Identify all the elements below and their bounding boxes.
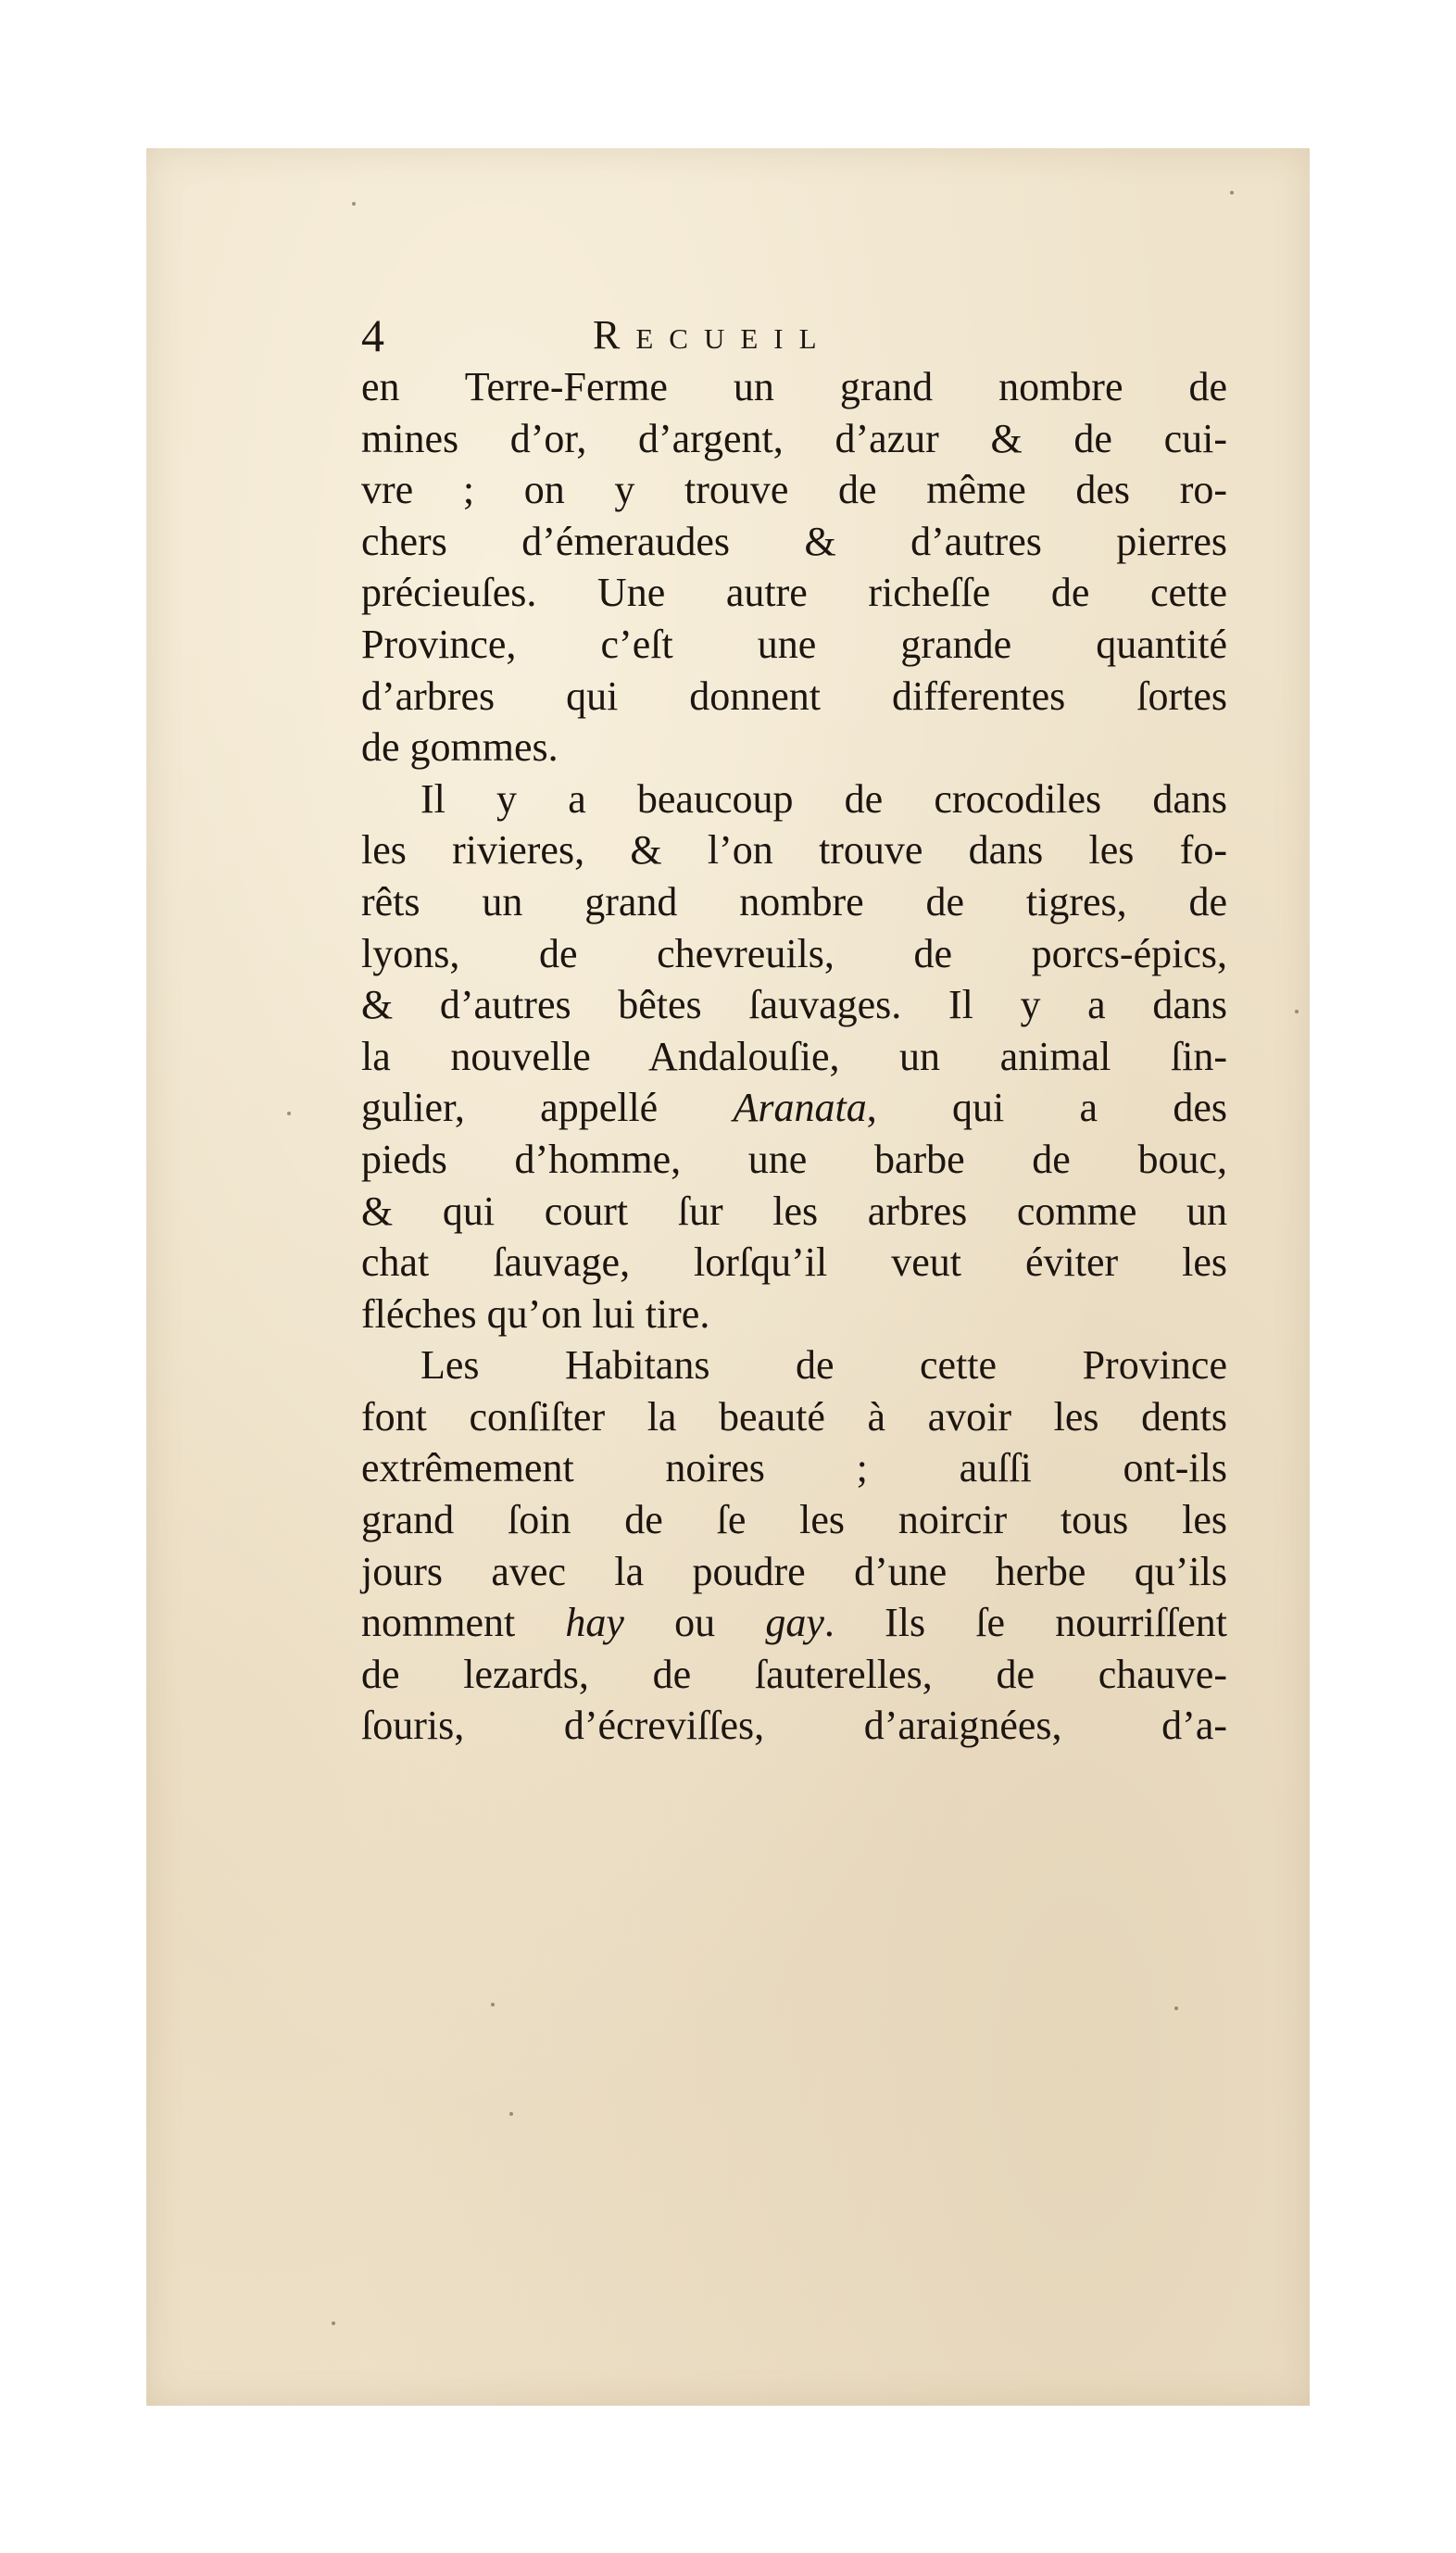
text-run: gulier, appellé	[361, 1085, 734, 1131]
paragraph-2	[361, 773, 1227, 1340]
text-line: lyons, de chevreuils, de porcs-épics,	[361, 930, 1227, 976]
italic-term: hay	[565, 1600, 624, 1646]
paper-speck	[491, 2003, 495, 2006]
text-line: les rivieres, & l’on trouve dans les fo-	[361, 827, 1227, 874]
paper-speck	[1230, 191, 1234, 195]
text-line: Les Habitans de cette Province	[420, 1342, 1227, 1389]
text-line: mines d’or, d’argent, d’azur & de cui-	[361, 415, 1227, 461]
text-line: font conſiſter la beauté à avoir les dents	[361, 1393, 1227, 1440]
text-line-with-italic	[361, 1597, 1227, 1649]
paper-speck	[332, 2321, 335, 2325]
paper-speck	[352, 202, 356, 206]
italic-term: gay	[765, 1600, 824, 1646]
page-header	[361, 303, 1269, 368]
paragraph-1	[361, 361, 1227, 773]
paper-speck	[1174, 2006, 1178, 2010]
text-line: grand ſoin de ſe les noircir tous les	[361, 1497, 1227, 1543]
paper-speck	[509, 2112, 513, 2116]
italic-term: Aranata	[733, 1085, 867, 1131]
text-line: rêts un grand nombre de tigres, de	[361, 878, 1227, 924]
text-line: & d’autres bêtes ſauvages. Il y a dans	[361, 982, 1227, 1028]
text-line: Il y a beaucoup de crocodiles dans	[420, 775, 1227, 822]
text-line: Province, c’eſt une grande quantité	[361, 621, 1227, 667]
text-line: vre ; on y trouve de même des ro-	[361, 467, 1227, 513]
text-line: d’arbres qui donnent differentes ſortes	[361, 673, 1227, 719]
text-run: ou	[623, 1600, 766, 1646]
paper-speck	[287, 1112, 291, 1115]
text-line: ſouris, d’écreviſſes, d’araignées, d’a-	[361, 1703, 1227, 1749]
text-line: de lezards, de ſauterelles, de chauve-	[361, 1651, 1227, 1697]
running-head: Recueil	[593, 312, 833, 358]
text-line: & qui court ſur les arbres comme un	[361, 1188, 1227, 1234]
text-line: extrêmement noires ; auſſi ont-ils	[361, 1445, 1227, 1491]
text-line-with-italic	[361, 1082, 1227, 1134]
paper-speck	[1295, 1010, 1299, 1013]
text-line: en Terre-Ferme un grand nombre de	[361, 364, 1227, 409]
text-run: nomment	[361, 1600, 566, 1646]
paragraph-3	[361, 1339, 1227, 1752]
text-line: de gommes.	[361, 724, 559, 771]
text-line: jours avec la poudre d’une herbe qu’ils	[361, 1548, 1227, 1594]
text-line: pieds d’homme, une barbe de bouc,	[361, 1136, 1227, 1182]
text-line: fléches qu’on lui tire.	[361, 1290, 710, 1337]
text-line: chers d’émeraudes & d’autres pierres	[361, 518, 1227, 564]
text-body	[361, 361, 1227, 1752]
text-line: précieuſes. Une autre richeſſe de cette	[361, 570, 1227, 616]
text-run: , qui a des	[866, 1085, 1228, 1131]
page-number: 4	[361, 309, 384, 361]
text-line: chat ſauvage, lorſqu’il veut éviter les	[361, 1239, 1227, 1286]
text-line: la nouvelle Andalouſie, un animal ſin-	[361, 1033, 1227, 1079]
text-run: . Ils ſe nourriſſent	[823, 1600, 1228, 1646]
